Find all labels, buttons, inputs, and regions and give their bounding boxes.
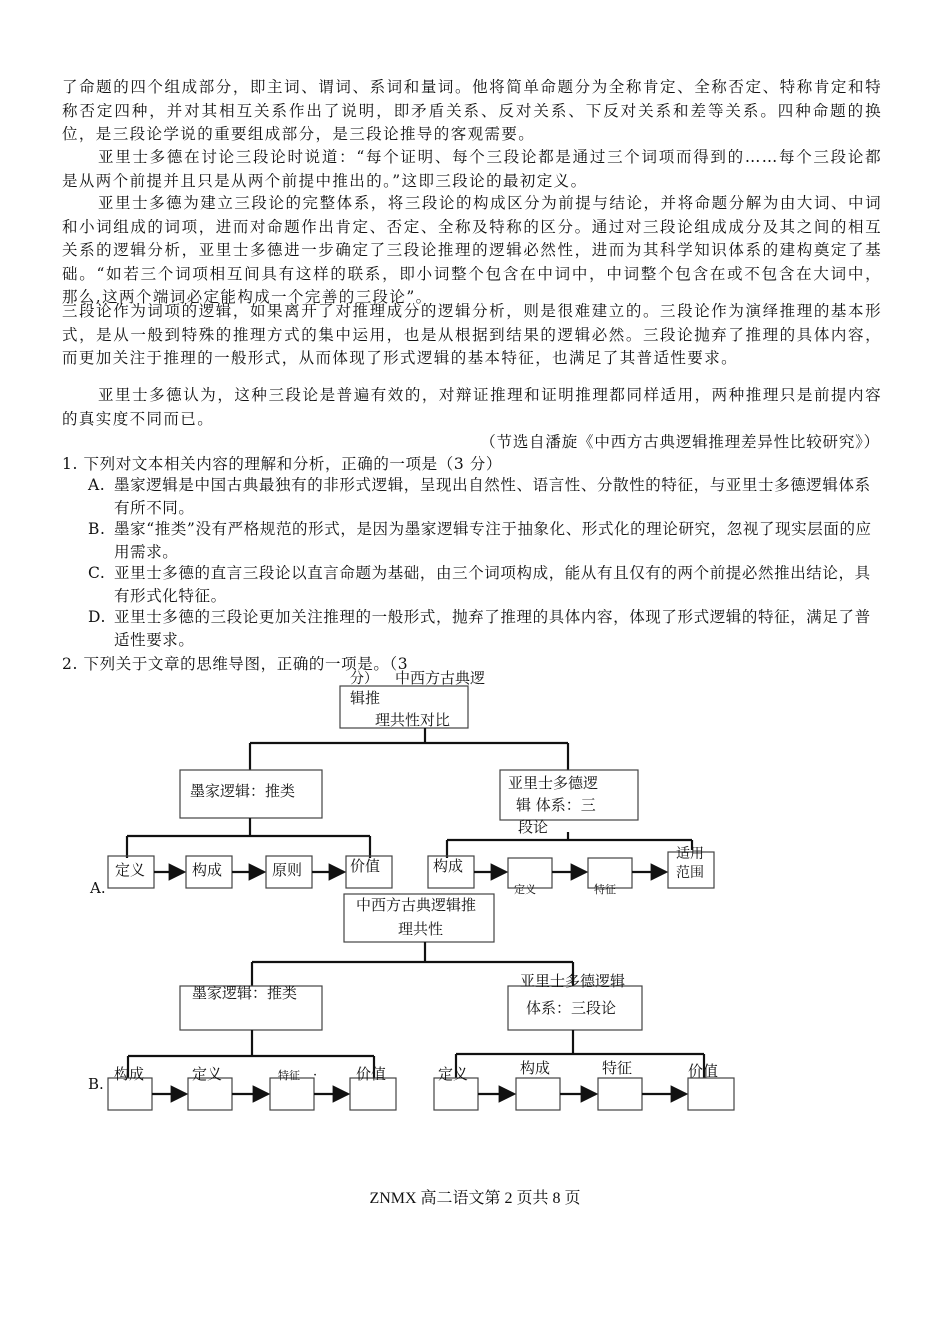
mind-map-b-right-node-2-label: 构成: [520, 1059, 551, 1077]
mind-map-b-right-node-3-label: 特征: [602, 1059, 633, 1077]
mind-map-a-right-node-4-line2: 范围: [676, 865, 704, 881]
mind-map-a-right-node-3-label: 特征: [594, 883, 616, 896]
mind-map-b-right-line1: 亚里士多德逻辑: [520, 972, 626, 990]
question-2-stem-continuation: 分）: [350, 671, 378, 687]
option-label: B.: [88, 520, 106, 538]
question-1-option-a: [88, 474, 884, 520]
mind-map-b-right-line2: 体系：三段论: [526, 999, 617, 1017]
mind-map-a-root-line2: 辑推: [350, 689, 381, 707]
mind-map-b: [0, 890, 950, 1120]
question-1-stem: 1. 下列对文本相关内容的理解和分析，正确的一项是（3 分）: [62, 455, 503, 473]
mind-map-a-left-node-4-label: 价值: [350, 857, 381, 875]
passage-paragraph-4: 三段论作为词项的逻辑，如果离开了对推理成分的逻辑分析，则是很难建立的。三段论作为演绎推理的基本形式，是从一般到特殊的推理方式的集中运用，也是从根据到结果的逻辑必然。三段论抛弃了推理的具体内容，而更加关注于推理的一般形式，从而体现了形式逻辑的基本特征，也满足了其普适性要求。: [62, 302, 882, 367]
mind-map-a: [0, 666, 950, 896]
mind-map-b-right-node-1-label: 定义: [438, 1065, 469, 1083]
mind-map-b-left-node-2-label: 定义: [192, 1065, 223, 1083]
mind-map-b-left-node-1-label: 构成: [114, 1065, 145, 1083]
mind-map-a-left-node-2-label: 构成: [192, 861, 223, 879]
mind-map-b-left-node-3: [270, 1078, 314, 1110]
mind-map-a-right-node-4-line1: 适用: [676, 846, 704, 862]
mind-map-a-left-node-3-label: 原则: [272, 861, 303, 879]
question-1-option-d: [88, 606, 884, 652]
passage-paragraph-2: 亚里士多德在讨论三段论时说道：“每个证明、每个三段论都是通过三个词项而得到的……每个三段论都是从两个前提并且只是从两个前提中推出的。”这即三段论的最初定义。: [62, 148, 882, 190]
mind-map-b-option-label: B.: [88, 1075, 104, 1093]
mind-map-b-right-node-4: [688, 1078, 734, 1110]
mind-map-b-root-line2: 理共性: [398, 920, 444, 938]
option-label: D.: [88, 608, 107, 626]
mind-map-b-right-node-2: [516, 1078, 560, 1110]
option-text: 墨家“推类”没有严格规范的形式，是因为墨家逻辑专注于抽象化、形式化的理论研究，忽视了现实层面的应用需求。: [114, 520, 872, 561]
mind-map-b-left-label: 墨家逻辑：推类: [192, 984, 298, 1002]
option-label: C.: [88, 564, 106, 582]
question-1-option-c: [88, 562, 884, 608]
passage-paragraph-5: 亚里士多德认为，这种三段论是普遍有效的，对辩证推理和证明推理都同样适用，两种推理只是前提内容的真实度不同而已。: [62, 386, 882, 428]
page-footer: ZNMX 高二语文第 2 页共 8 页: [369, 1190, 581, 1207]
question-2-stem: 2. 下列关于文章的思维导图，正确的一项是。（3: [62, 655, 409, 673]
mind-map-a-root-line3: 理共性对比: [375, 711, 451, 729]
mind-map-a-right-node-2-label: 定义: [514, 883, 536, 896]
option-text: 亚里士多德的直言三段论以直言命题为基础，由三个词项构成，能从有且仅有的两个前提必然推出结论，具有形式化特征。: [114, 564, 871, 605]
mind-map-b-right-node-3: [598, 1078, 642, 1110]
option-text: 墨家逻辑是中国古典最独有的非形式逻辑，呈现出自然性、语言性、分散性的特征，与亚里士多德逻辑体系有所不同。: [114, 476, 871, 517]
option-text: 亚里士多德的三段论更加关注推理的一般形式，抛弃了推理的具体内容，体现了形式逻辑的特征，满足了普适性要求。: [114, 608, 871, 649]
mind-map-b-left-node-3-label: 特征: [278, 1069, 300, 1082]
mind-map-a-right-line2: 辑 体系：三: [516, 796, 596, 814]
mind-map-b-root-line1: 中西方古典逻辑推: [356, 896, 477, 914]
mind-map-a-right-line3: 段论: [518, 818, 549, 836]
passage-paragraph-1: 了命题的四个组成部分，即主词、谓词、系词和量词。他将简单命题分为全称肯定、全称否定、特称肯定和特称否定四种，并对其相互关系作出了说明，即矛盾关系、反对关系、下反对关系和差等关系。四种命题的换位，是三段论学说的重要组成部分，是三段论推导的客观需要。: [62, 78, 882, 143]
passage-paragraph-3: 亚里士多德为建立三段论的完整体系，将三段论的构成区分为前提与结论，并将命题分解为由大词、中词和小词组成的词项，进而对命题作出肯定、否定、全称及特称的区分。通过对三段论组成成分及其之间的相互关系的逻辑分析，亚里士多德进一步确定了三段论推理的逻辑必然性，进而为其科学知识体系的建构奠定了基础。“如若三个词项相互间具有这样的联系，即小词整个包含在中词中，中词整个包含在或不包含在大词中，那么,这两个端词必定能构成一个完善的三段论”。: [62, 194, 882, 306]
mind-map-a-right-line1: 亚里士多德逻: [508, 774, 599, 792]
mind-map-a-left-node-1-label: 定义: [115, 861, 146, 879]
mind-map-a-left-label: 墨家逻辑：推类: [190, 782, 296, 800]
mind-map-a-root-line1: 中西方古典逻: [395, 669, 486, 687]
question-1-option-b: [88, 518, 884, 564]
mind-map-a-right-node-1-label: 构成: [433, 857, 464, 875]
passage-source: （节选自潘旋《中西方古典逻辑推理差异性比较研究》）: [480, 433, 880, 451]
mind-map-a-option-label: A.: [90, 879, 106, 896]
mind-map-b-left-node-4-label: 价值: [356, 1065, 387, 1083]
option-label: A.: [88, 476, 106, 494]
mind-map-b-dot: ·: [313, 1068, 318, 1083]
mind-map-b-right-node-4-label: 价值: [688, 1062, 719, 1080]
